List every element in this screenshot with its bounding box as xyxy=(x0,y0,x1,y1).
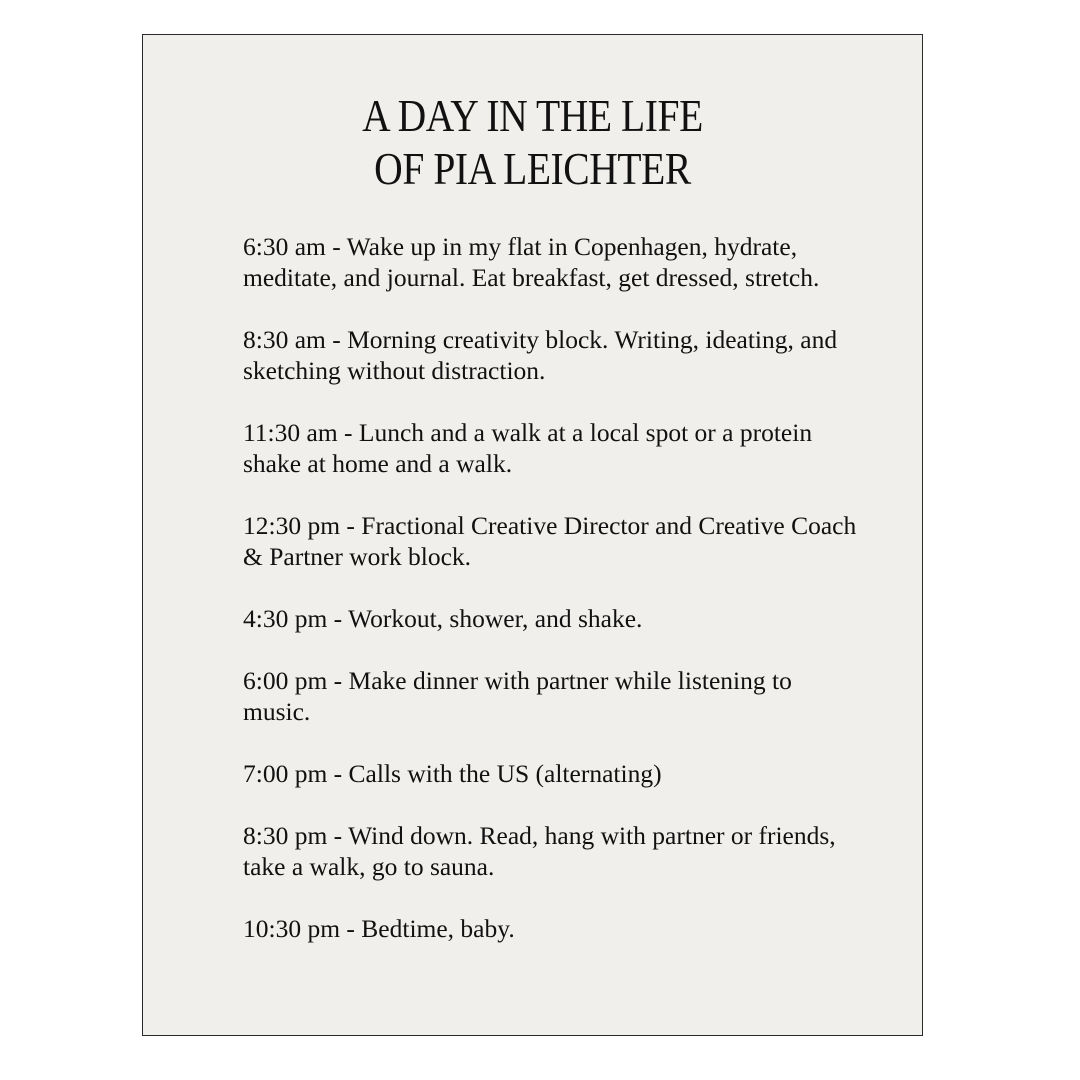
schedule-card xyxy=(142,34,923,1036)
schedule-entry-0630: 6:30 am - Wake up in my flat in Copenhagen, hydrate, meditate, and journal. Eat breakfast, get dressed, stretch. xyxy=(243,232,820,292)
schedule-entry-2230: 10:30 pm - Bedtime, baby. xyxy=(243,914,515,943)
page-title xyxy=(198,89,868,195)
schedule-entry-1230: 12:30 pm - Fractional Creative Director and Creative Coach & Partner work block. xyxy=(243,511,857,571)
schedule-entry-1630: 4:30 pm - Workout, shower, and shake. xyxy=(243,604,643,633)
schedule-list xyxy=(243,231,863,975)
schedule-entry-1800: 6:00 pm - Make dinner with partner while listening to music. xyxy=(243,666,792,726)
schedule-entry-1900: 7:00 pm - Calls with the US (alternating) xyxy=(243,759,662,788)
title-line-2: OF PIA LEICHTER xyxy=(374,143,691,194)
title-line-1: A DAY IN THE LIFE xyxy=(362,90,703,141)
schedule-entry-2030: 8:30 pm - Wind down. Read, hang with partner or friends, take a walk, go to sauna. xyxy=(243,821,836,881)
schedule-entry-1130: 11:30 am - Lunch and a walk at a local spot or a protein shake at home and a walk. xyxy=(243,418,813,478)
schedule-entry-0830: 8:30 am - Morning creativity block. Writing, ideating, and sketching without distraction. xyxy=(243,325,838,385)
